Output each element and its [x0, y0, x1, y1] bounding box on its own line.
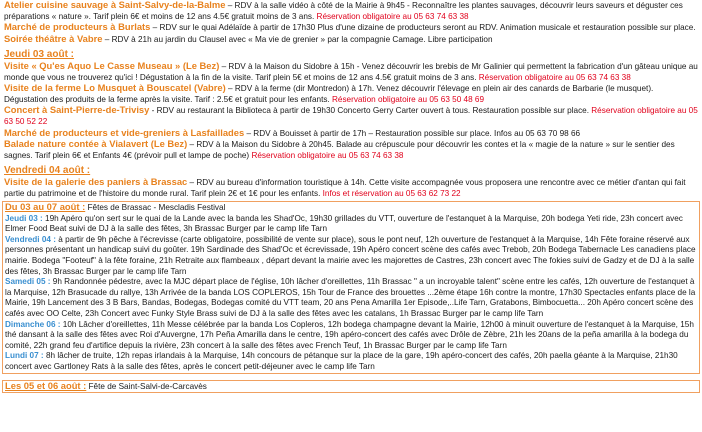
fetes-day-label: Jeudi 03 :: [5, 213, 43, 223]
fetes-brassac-header: [5, 202, 697, 214]
event-reservation: Réservation obligatoire au 05 63 74 63 38: [251, 150, 404, 160]
fete-salvi-header: [5, 381, 697, 393]
event-title: Visite « Qu'es Aquo Le Casse Museau » (Le Bez): [4, 59, 220, 71]
event-title: Atelier cuisine sauvage à Saint-Salvy-de-la-Balme: [4, 0, 226, 10]
jeudi-section: [0, 45, 702, 161]
event-title: Visite de la ferme Lo Musquet à Bouscatel (Vabre): [4, 82, 226, 94]
event-title: Balade nature contée à Vialavert (Le Bez): [4, 138, 188, 150]
event-marche-burlats: [0, 22, 702, 34]
event-balade-contee: [0, 139, 702, 161]
event-title: Marché de producteurs et vide-greniers à Lasfaillades: [4, 126, 245, 138]
fetes-brassac-box: [2, 201, 700, 374]
event-text: – RDV à Bouisset à partir de 17h – Restauration possible sur place. Infos au 05 63 70 98 66: [244, 128, 581, 138]
event-text: – RDV à la Maison du Sidobre à 20h45. Balade au crépuscule pour découvrir les contes et la « magie de la nature » sur le sentier des sagnes. Tarif plein 6€ et Enfants 4€ (prévoir pull et lampe de poche): [4, 140, 675, 160]
fetes-day-jeudi: [5, 214, 697, 235]
fetes-day-samedi: [5, 277, 697, 319]
fetes-date: Du 03 au 07 août :: [5, 201, 86, 213]
fetes-day-text: 9h Randonnée pédestre, avec la MJC départ place de l'église, 10h lâcher d'oreillettes, 11h Brassac " a un incroyable talent" scène entre les cafés, 12h ouverture de l'estanquet à la Marquise, 12h Brasucade du rallye, 13h Arrivée de la banda LOS COPLEROS, 15h Tour de France des brouettes ...2ème étape 16h contre la montre, 17h30 Spectacles enfants place de la Mairie, 19h Lancement des 3 B Bars, Bandas, Bodegas, Bodegas comité du VTT team, 20 ans Pena Amarilla 1er Episode,..Life Tarn, Gratabons, Bimbocuetta... 20h Apéro concert scène des cafés avec OO Celte, 23h Concert avec Funky Style Brass suivi de DJ à la salle des fêtes avec les catalans, 1h Brassac Burger par le camp life Tarn: [5, 277, 696, 319]
event-reservation: Réservation obligatoire au 05 63 74 63 38: [478, 72, 631, 82]
event-reservation: Réservation obligatoire au 05 63 50 52 22: [4, 106, 698, 126]
section-gap: [0, 374, 702, 378]
event-text: – RDV à la salle vidéo à côté de la Mairie à 9h45 - Reconnaître les plantes sauvages, découvrir leurs saveurs et déguster ces préparations « nature ». Tarif plein 6€ et moins de 12 ans 4.5€ gratuit moins de 3 ans.: [4, 1, 683, 21]
event-reservation: Réservation obligatoire au 05 63 50 48 69: [331, 94, 485, 104]
event-text: – RDV au bureau d'information touristique à 14h. Cette visite accompagnée vous proposera une rencontre avec ce métier d'antan qui fait partie du patrimoine et de l'histoire du monde rural. Tarif plein 2€ et 1€ pour les enfants.: [4, 177, 686, 198]
fetes-day-lundi: [5, 351, 697, 372]
event-cuisine-sauvage: [0, 0, 702, 22]
day-header: Vendredi 04 août :: [4, 165, 91, 177]
day-header: Jeudi 03 août :: [4, 49, 75, 61]
fetes-day-label: Dimanche 06 :: [5, 319, 61, 329]
fetes-day-text: 19h Apéro qu'on sert sur le quai de la Lande avec la banda les Shad'Oc, 19h30 grillades du VTT, ouverture de l'estanquet à la Marquise, 20h bodega Yeti ride, 23h concert avec Elmer Food Beat suivi de DJ à la salle des fêtes, 3h Brassac Burger par le camp life Tarn: [5, 213, 683, 234]
fete-date: Les 05 et 06 août :: [5, 379, 87, 391]
fetes-day-label: Lundi 07 :: [5, 351, 44, 361]
event-text: – RDV à 21h au jardin du Clausel avec « Ma vie de grenier » par la compagnie Camage. Libre participation: [102, 34, 493, 44]
fetes-day-label: Vendredi 04 :: [5, 234, 56, 244]
fetes-day-vendredi: [5, 235, 697, 277]
event-text: – RDV sur le quai Adélaïde à partir de 17h30 Plus d'une dizaine de producteurs seront au RDV. Animation musicale et restauration possible sur place.: [150, 23, 696, 33]
event-title: Marché de producteurs à Burlats: [4, 21, 151, 33]
event-title: Visite de la galerie des paniers à Brassac: [4, 175, 188, 187]
event-text: - RDV au restaurant la Biblioteca à partir de 19h30 Concerto Gerry Carter ouvert à tous. Restauration possible sur place.: [149, 106, 592, 116]
event-reservation: Infos et réservation au 05 63 62 73 22: [322, 188, 461, 198]
fetes-day-label: Samedi 05 :: [5, 277, 51, 287]
fetes-day-text: 8h lâcher de truite, 12h repas irlandais à la Marquise, 14h concours de pétanque sur la place de la gare, 19h apéro-concert des cafés, 20h paella géante à la Marquise, 21h30 concert avec Gartloney Rats à la salle des fêtes, après le concert petit-déjeuner avec le camp life Tarn: [5, 351, 678, 371]
event-reservation: Réservation obligatoire au 05 63 74 63 38: [316, 11, 469, 21]
fetes-title: Fêtes de Brassac - Mescladis Festival: [85, 203, 226, 213]
event-title: Soirée théâtre à Vabre: [4, 32, 103, 44]
fetes-day-dimanche: [5, 320, 697, 352]
event-text: – RDV à la ferme (dir Montredon) à 17h. Venez découvrir l'élevage en plein air des canards de Barbarie (le musquet). Dégustation des produits de la ferme après la visite. Tarif : 2.5€ et gratuit pour les enfants.: [4, 84, 654, 104]
event-text: – RDV à la Maison du Sidobre à 15h - Venez découvrir les brebis de Mr Galinier qui permettent la fabrication d'un gâteau unique au monde que vous ne trouverez qu'ici ! Dégustation à la fin de la visite. Tarif plein 5€ et moins de 12 ans 4.5€ gratuit moins de 3 ans.: [4, 61, 698, 82]
top-events: [0, 0, 702, 45]
event-galerie-paniers: [0, 177, 702, 199]
event-theatre-vabre: [0, 34, 702, 46]
fetes-day-text: 10h Lâcher d'oreillettes, 11h Messe célébrée par la banda Los Copleros, 12h bodega champagne devant la Mairie, 12h00 à minuit ouverture de l'estanquet à la Marquise, 15h thé dansant à la salle des fêtes avec Roi d'Auvergne, 17h Peña Amarilla dans le centre, 19h apéro-concert des cafés avec Drôle de Zèbre, 21h les 20ans de la peña amarilla à la bodega du comité, 22h grand feu d'artifice depuis la rivière, 23h concert à la salle des fêtes avec French Teuf, 1h Brassac Burger par le camp life Tarn: [5, 319, 694, 350]
fete-salvi-box: [2, 380, 700, 394]
vendredi-section: [0, 161, 702, 199]
fetes-day-text: à partir de 9h pêche à l'écrevisse (carte obligatoire, possibilité de vente sur place), sous le pont neuf, 12h ouverture de l'estanquet à la Marquise, 14h Fête foraine réservé aux personnes présentant un handicap suivi du goûter. 19h Sardinade des Shad'Oc et écrevissade, 19h Apéro concert scène des cafés avec Trebob, 20h Bodega Tabernacle Les canadiens place mairie. Bodega "Footeuf" à la fête foraine, 21h Retraite aux flambeaux , départ devant la mairie avec les majorettes de Castres, 23h concert avec The fokies suivi de Gadzy et de DJ à la salle des fêtes, 3h Brassac Burger par le camp life Tarn: [5, 234, 696, 276]
event-concert-trivisy: [0, 105, 702, 127]
event-title: Concert à Saint-Pierre-de-Trivisy: [4, 104, 150, 116]
event-ferme-musquet: [0, 83, 702, 105]
event-casse-museau: [0, 61, 702, 83]
fete-title: Fête de Saint-Salvi-de-Carcavès: [86, 381, 207, 391]
